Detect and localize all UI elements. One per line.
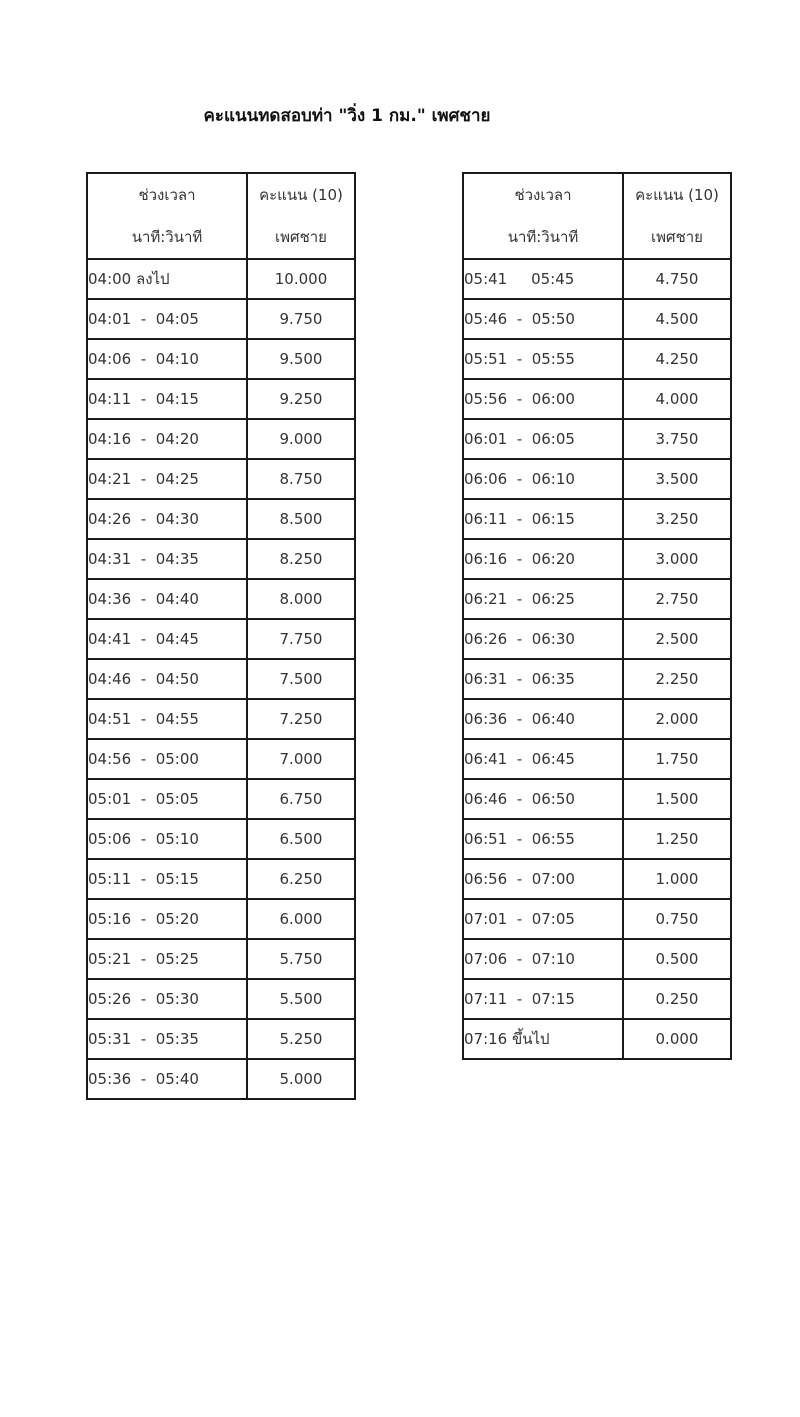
time-range-cell: 05:36 - 05:40 — [87, 1059, 247, 1099]
time-range-cell: 04:51 - 04:55 — [87, 699, 247, 739]
score-cell: 2.000 — [623, 699, 731, 739]
score-cell: 8.750 — [247, 459, 355, 499]
score-header-line2: เพศชาย — [275, 228, 327, 246]
table-row — [463, 379, 731, 419]
page-title: คะแนนทดสอบท่า "วิ่ง 1 กม." เพศชาย — [203, 106, 491, 126]
score-cell: 8.500 — [247, 499, 355, 539]
table-row — [87, 819, 355, 859]
table-row — [463, 499, 731, 539]
time-range-cell: 05:46 - 05:50 — [463, 299, 623, 339]
score-table-right — [462, 172, 732, 1060]
table-row — [87, 259, 355, 299]
time-range-cell: 04:46 - 04:50 — [87, 659, 247, 699]
score-cell: 2.250 — [623, 659, 731, 699]
table-row — [87, 1019, 355, 1059]
table-row — [463, 699, 731, 739]
time-range-cell: 04:26 - 04:30 — [87, 499, 247, 539]
score-column-header — [623, 173, 731, 259]
time-range-cell: 05:21 - 05:25 — [87, 939, 247, 979]
time-range-cell: 06:11 - 06:15 — [463, 499, 623, 539]
time-range-cell: 07:11 - 07:15 — [463, 979, 623, 1019]
table-row — [87, 939, 355, 979]
score-cell: 9.250 — [247, 379, 355, 419]
time-range-cell: 05:11 - 05:15 — [87, 859, 247, 899]
time-range-cell: 05:56 - 06:00 — [463, 379, 623, 419]
time-range-cell: 06:26 - 06:30 — [463, 619, 623, 659]
score-header-line2: เพศชาย — [651, 228, 703, 246]
score-table-left — [86, 172, 356, 1100]
score-cell: 2.750 — [623, 579, 731, 619]
time-range-cell: 07:01 - 07:05 — [463, 899, 623, 939]
score-cell: 1.000 — [623, 859, 731, 899]
score-cell: 8.250 — [247, 539, 355, 579]
table-row — [87, 699, 355, 739]
score-cell: 5.250 — [247, 1019, 355, 1059]
score-cell: 4.250 — [623, 339, 731, 379]
time-range-cell: 05:26 - 05:30 — [87, 979, 247, 1019]
table-row — [463, 659, 731, 699]
score-cell: 0.000 — [623, 1019, 731, 1059]
score-cell: 4.750 — [623, 259, 731, 299]
table-row — [87, 499, 355, 539]
time-header-line1: ช่วงเวลา — [138, 186, 196, 204]
table-row — [463, 859, 731, 899]
table-row — [87, 299, 355, 339]
score-header-line1: คะแนน (10) — [259, 186, 343, 204]
time-range-cell: 04:41 - 04:45 — [87, 619, 247, 659]
score-cell: 6.750 — [247, 779, 355, 819]
time-range-cell: 04:21 - 04:25 — [87, 459, 247, 499]
table-row — [463, 459, 731, 499]
score-cell: 8.000 — [247, 579, 355, 619]
score-cell: 1.500 — [623, 779, 731, 819]
score-cell: 9.750 — [247, 299, 355, 339]
table-row — [87, 579, 355, 619]
table-row — [87, 379, 355, 419]
time-range-cell: 06:16 - 06:20 — [463, 539, 623, 579]
time-range-cell: 06:41 - 06:45 — [463, 739, 623, 779]
table-row — [87, 339, 355, 379]
score-cell: 0.500 — [623, 939, 731, 979]
table-row — [87, 779, 355, 819]
table-row — [463, 579, 731, 619]
table-row — [463, 819, 731, 859]
time-range-cell: 06:31 - 06:35 — [463, 659, 623, 699]
table-row — [463, 939, 731, 979]
score-cell: 9.000 — [247, 419, 355, 459]
time-range-cell: 07:16 ขึ้นไป — [463, 1019, 623, 1059]
time-column-header — [87, 173, 247, 259]
table-header-row — [463, 173, 731, 259]
table-row — [463, 259, 731, 299]
table-row — [463, 779, 731, 819]
time-range-cell: 05:01 - 05:05 — [87, 779, 247, 819]
table-row — [87, 419, 355, 459]
time-range-cell: 04:36 - 04:40 — [87, 579, 247, 619]
time-range-cell: 06:56 - 07:00 — [463, 859, 623, 899]
time-range-cell: 06:46 - 06:50 — [463, 779, 623, 819]
score-cell: 7.000 — [247, 739, 355, 779]
time-range-cell: 04:06 - 04:10 — [87, 339, 247, 379]
time-range-cell: 04:56 - 05:00 — [87, 739, 247, 779]
time-header-line1: ช่วงเวลา — [514, 186, 572, 204]
table-row — [87, 659, 355, 699]
table-row — [87, 619, 355, 659]
score-cell: 7.250 — [247, 699, 355, 739]
time-range-cell: 04:16 - 04:20 — [87, 419, 247, 459]
table-row — [463, 1019, 731, 1059]
table-row — [463, 299, 731, 339]
time-range-cell: 06:51 - 06:55 — [463, 819, 623, 859]
time-range-cell: 04:11 - 04:15 — [87, 379, 247, 419]
table-row — [87, 979, 355, 1019]
score-cell: 7.500 — [247, 659, 355, 699]
table-row — [87, 899, 355, 939]
time-range-cell: 05:06 - 05:10 — [87, 819, 247, 859]
score-cell: 1.750 — [623, 739, 731, 779]
score-cell: 4.000 — [623, 379, 731, 419]
score-table-right-body — [463, 259, 731, 1059]
time-range-cell: 06:36 - 06:40 — [463, 699, 623, 739]
score-table-left-body — [87, 259, 355, 1099]
time-range-cell: 05:51 - 05:55 — [463, 339, 623, 379]
score-cell: 6.250 — [247, 859, 355, 899]
score-cell: 1.250 — [623, 819, 731, 859]
score-cell: 10.000 — [247, 259, 355, 299]
score-cell: 6.500 — [247, 819, 355, 859]
time-range-cell: 06:06 - 06:10 — [463, 459, 623, 499]
table-row — [463, 899, 731, 939]
table-row — [87, 859, 355, 899]
score-cell: 2.500 — [623, 619, 731, 659]
score-cell: 6.000 — [247, 899, 355, 939]
score-cell: 0.250 — [623, 979, 731, 1019]
score-column-header — [247, 173, 355, 259]
table-row — [463, 979, 731, 1019]
time-range-cell: 04:01 - 04:05 — [87, 299, 247, 339]
time-range-cell: 05:31 - 05:35 — [87, 1019, 247, 1059]
time-range-cell: 04:31 - 04:35 — [87, 539, 247, 579]
time-range-cell: 07:06 - 07:10 — [463, 939, 623, 979]
table-row — [87, 1059, 355, 1099]
score-cell: 7.750 — [247, 619, 355, 659]
score-cell: 0.750 — [623, 899, 731, 939]
score-cell: 4.500 — [623, 299, 731, 339]
score-header-line1: คะแนน (10) — [635, 186, 719, 204]
time-range-cell: 04:00 ลงไป — [87, 259, 247, 299]
score-cell: 5.750 — [247, 939, 355, 979]
time-range-cell: 05:41 05:45 — [463, 259, 623, 299]
table-row — [87, 459, 355, 499]
table-row — [463, 339, 731, 379]
time-header-line2: นาที:วินาที — [507, 228, 579, 246]
table-row — [463, 539, 731, 579]
time-column-header — [463, 173, 623, 259]
score-cell: 3.250 — [623, 499, 731, 539]
time-header-line2: นาที:วินาที — [131, 228, 203, 246]
score-cell: 3.000 — [623, 539, 731, 579]
time-range-cell: 06:01 - 06:05 — [463, 419, 623, 459]
table-row — [87, 739, 355, 779]
score-cell: 3.750 — [623, 419, 731, 459]
time-range-cell: 05:16 - 05:20 — [87, 899, 247, 939]
table-row — [87, 539, 355, 579]
score-cell: 3.500 — [623, 459, 731, 499]
score-cell: 9.500 — [247, 339, 355, 379]
table-header-row — [87, 173, 355, 259]
score-cell: 5.500 — [247, 979, 355, 1019]
table-row — [463, 619, 731, 659]
table-row — [463, 739, 731, 779]
time-range-cell: 06:21 - 06:25 — [463, 579, 623, 619]
table-row — [463, 419, 731, 459]
score-cell: 5.000 — [247, 1059, 355, 1099]
